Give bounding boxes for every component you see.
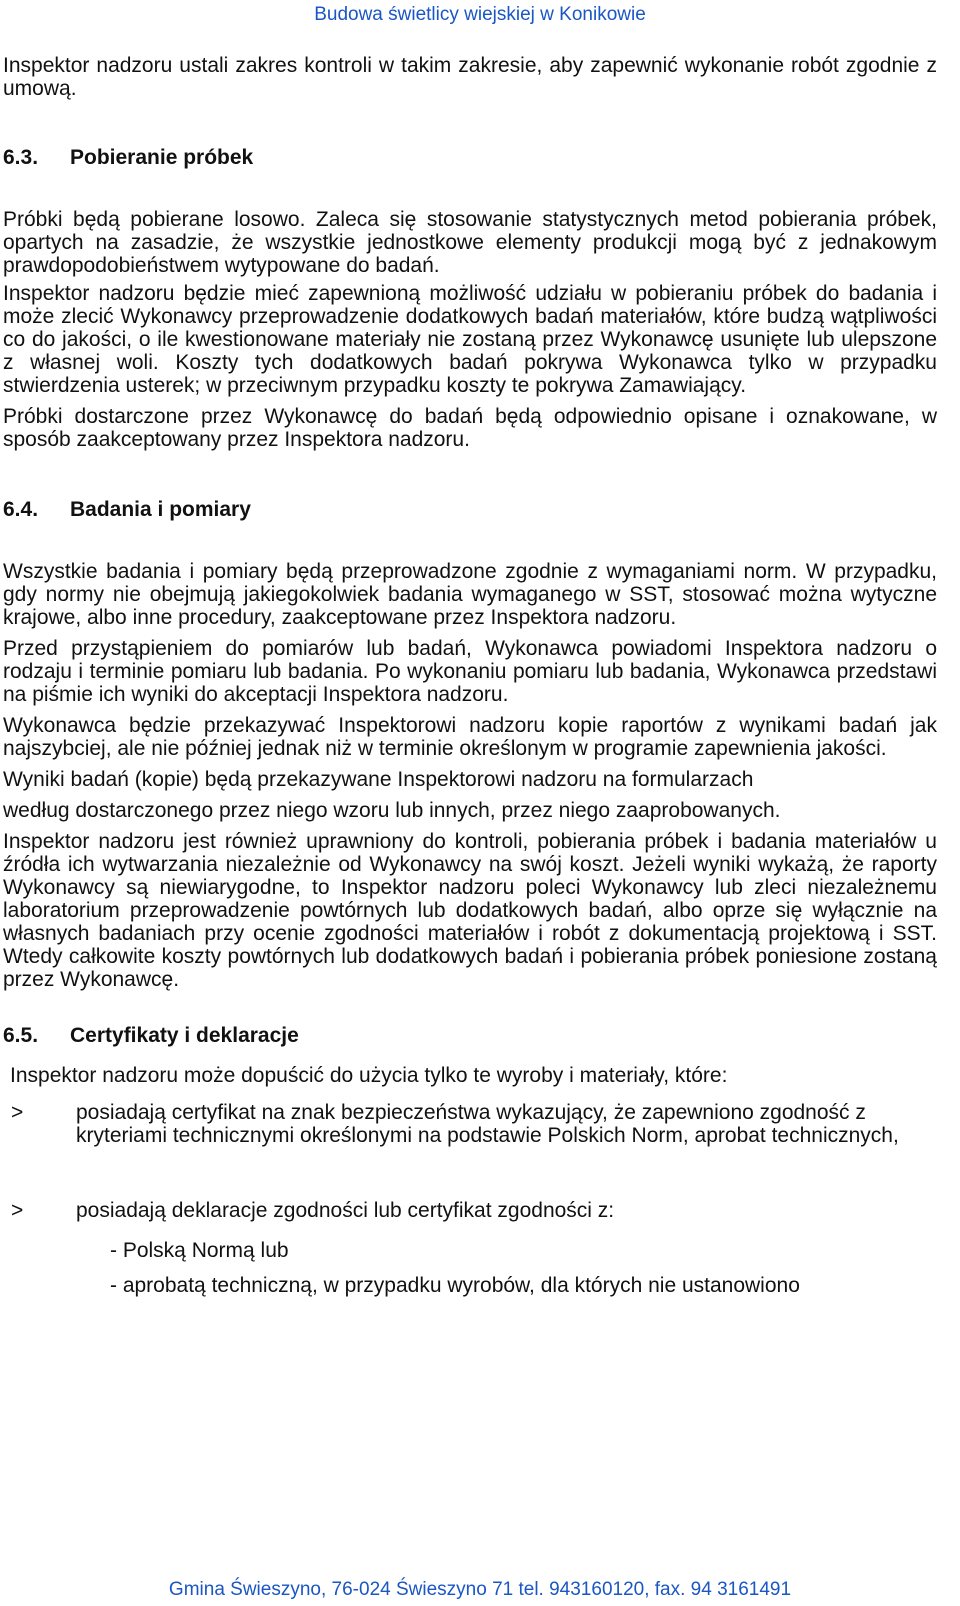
- section-title: Badania i pomiary: [70, 498, 251, 521]
- page-footer: Gmina Świeszyno, 76-024 Świeszyno 71 tel. 943160120, fax. 94 3161491: [168, 1579, 792, 1600]
- sub-list-item: - Polską Normą lub: [110, 1239, 289, 1262]
- section-number: 6.4.: [3, 498, 39, 521]
- document-body: [3, 54, 937, 1297]
- section-heading-6-5: [3, 1024, 937, 1047]
- bullet-mark: >: [11, 1199, 24, 1222]
- list-item: [3, 1199, 937, 1222]
- paragraph: Wykonawca będzie przekazywać Inspektorowi nadzoru kopie raportów z wynikami badań jak najszybciej, ale nie później jednak niż w terminie określonym w programie zapewnienia jakości.: [3, 714, 937, 760]
- section-number: 6.3.: [3, 146, 39, 169]
- page-header: Budowa świetlicy wiejskiej w Konikowie: [314, 4, 646, 25]
- paragraph: Próbki będą pobierane losowo. Zaleca się stosowanie statystycznych metod pobierania próbek, opartych na zasadzie, że wszystkie jednostkowe elementy produkcji mogą być z jednakowym prawdopodobieństwem wytypowane do badań.: [3, 208, 937, 277]
- sub-list-item: - aprobatą techniczną, w przypadku wyrobów, dla których nie ustanowiono: [110, 1274, 800, 1297]
- intro-paragraph: Inspektor nadzoru ustali zakres kontroli w takim zakresie, aby zapewnić wykonanie robót zgodnie z umową.: [3, 54, 937, 100]
- section-title: Pobieranie próbek: [70, 146, 254, 169]
- paragraph: według dostarczonego przez niego wzoru lub innych, przez niego zaaprobowanych.: [3, 799, 781, 822]
- paragraph: Wszystkie badania i pomiary będą przeprowadzone zgodnie z wymaganiami norm. W przypadku, gdy normy nie obejmują jakiegokolwiek badania wymaganego w SST, stosować można wytyczne krajowe, albo inne procedury, zaakceptowane przez Inspektora nadzoru.: [3, 560, 937, 629]
- paragraph: Inspektor nadzoru będzie mieć zapewnioną możliwość udziału w pobieraniu próbek do badania i może zlecić Wykonawcy przeprowadzenie dodatkowych badań materiałów, które budzą wątpliwości co do jakości, o ile kwestionowane materiały nie zostaną przez Wykonawcę usunięte lub ulepszone z własnej woli. Koszty tych dodatkowych badań pokrywa Wykonawca tylko w przypadku stwierdzenia usterek; w przeciwnym przypadku koszty te pokrywa Zamawiający.: [3, 282, 937, 397]
- section-heading-6-4: [3, 498, 937, 521]
- section-number: 6.5.: [3, 1024, 39, 1047]
- paragraph: Próbki dostarczone przez Wykonawcę do badań będą odpowiednio opisane i oznakowane, w sposób zaakceptowany przez Inspektora nadzoru.: [3, 405, 937, 451]
- paragraph: Przed przystąpieniem do pomiarów lub badań, Wykonawca powiadomi Inspektora nadzoru o rodzaju i terminie pomiaru lub badania. Po wykonaniu pomiaru lub badania, Wykonawca przedstawi na piśmie ich wyniki do akceptacji Inspektora nadzoru.: [3, 637, 937, 706]
- list-item-text: posiadają deklaracje zgodności lub certyfikat zgodności z:: [76, 1199, 615, 1222]
- section-title: Certyfikaty i deklaracje: [70, 1024, 299, 1047]
- bullet-mark: >: [11, 1101, 24, 1124]
- paragraph: Inspektor nadzoru jest również uprawniony do kontroli, pobierania próbek i badania materiałów u źródła ich wytwarzania niezależnie od Wykonawcy na swój koszt. Jeżeli wyniki wykażą, że raporty Wykonawcy są niewiarygodne, to Inspektor nadzoru poleci Wykonawcy lub zleci niezależnemu laboratorium przeprowadzenie powtórnych lub dodatkowych badań, albo oprze się wyłącznie na własnych badaniach przy ocenie zgodności materiałów i robót z dokumentacją projektową i SST. Wtedy całkowite koszty powtórnych lub dodatkowych badań i pobierania próbek poniesione zostaną przez Wykonawcę.: [3, 830, 937, 991]
- list-item: [3, 1101, 937, 1147]
- section-heading-6-3: [3, 146, 937, 169]
- list-item-text: posiadają certyfikat na znak bezpieczeństwa wykazujący, że zapewniono zgodność z kryteriami technicznymi określonymi na podstawie Polskich Norm, aprobat technicznych,: [76, 1101, 899, 1147]
- paragraph: Wyniki badań (kopie) będą przekazywane Inspektorowi nadzoru na formularzach: [3, 768, 754, 791]
- section-intro: Inspektor nadzoru może dopuścić do użycia tylko te wyroby i materiały, które:: [10, 1064, 728, 1087]
